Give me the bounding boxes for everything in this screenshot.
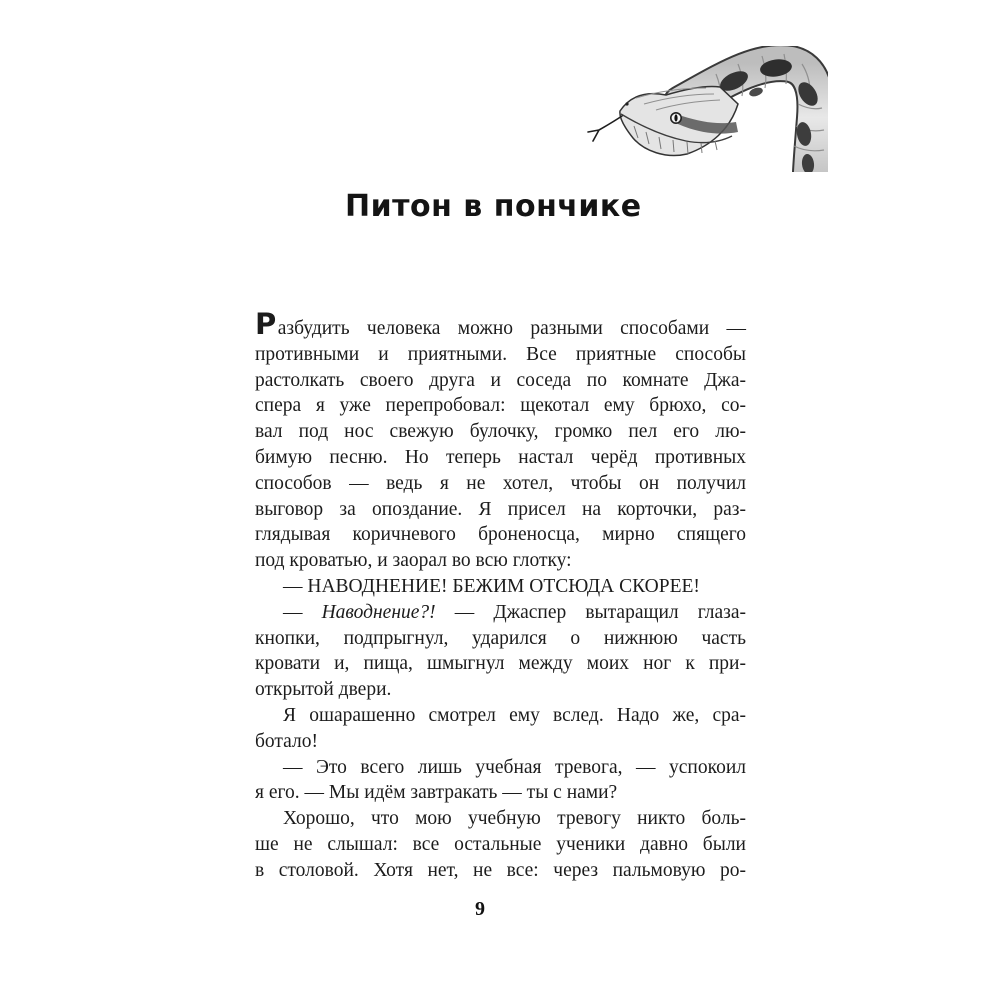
text-segment: — НАВОДНЕНИЕ! БЕЖИМ ОТСЮДА СКОРЕЕ! — [283, 575, 700, 597]
text-line — [255, 307, 746, 342]
text-line — [255, 393, 746, 419]
text-line — [255, 755, 746, 781]
text-segment: противными и приятными. Все приятные способы — [255, 343, 746, 365]
text-segment: в столовой. Хотя нет, не все: через пальмовую ро- — [255, 859, 746, 881]
text-segment: ше не слышал: все остальные ученики давно были — [255, 833, 746, 855]
text-segment: глядывая коричневого броненосца, мирно спящего — [255, 524, 746, 546]
text-segment: азбудить человека можно разными способами — — [277, 318, 746, 339]
text-segment: Хорошо, что мою учебную тревогу никто боль- — [283, 808, 746, 830]
text-line — [255, 342, 746, 368]
snake-nostril — [625, 102, 628, 105]
text-segment: бимую песню. Но теперь настал черёд противных — [255, 446, 746, 468]
text-line — [255, 703, 746, 729]
text-line — [255, 548, 746, 574]
text-line — [255, 600, 746, 626]
snake-head — [588, 86, 738, 155]
text-segment: — — [283, 601, 322, 623]
text-segment: — Джаспер вытаращил глаза- — [435, 601, 746, 623]
text-line — [255, 806, 746, 832]
text-segment: кровати и, пища, шмыгнул между моих ног к при- — [255, 653, 746, 675]
text-line — [255, 677, 746, 703]
text-segment: растолкать своего друга и соседа по комнате Джа- — [255, 369, 746, 391]
text-segment: Я ошарашенно смотрел ему вслед. Надо же, сра- — [283, 704, 746, 726]
text-line — [255, 445, 746, 471]
text-line — [255, 419, 746, 445]
text-segment: под кроватью, и заорал во всю глотку: — [255, 550, 572, 572]
text-segment: открытой двери. — [255, 679, 392, 701]
text-line — [255, 497, 746, 523]
text-line — [255, 471, 746, 497]
text-line — [255, 626, 746, 652]
italic-text-segment: Наводнение?! — [321, 601, 436, 623]
text-line — [255, 858, 746, 884]
snake-illustration — [586, 46, 828, 172]
text-segment: ботало! — [255, 730, 318, 752]
paragraph-initial-letter: Р — [255, 307, 277, 341]
text-segment: вал под нос свежую булочку, громко пел его лю- — [255, 421, 746, 443]
chapter-title: Питон в пончике — [345, 189, 642, 225]
text-segment: кнопки, подпрыгнул, ударился о нижнюю часть — [255, 627, 746, 649]
text-segment: выговор за опоздание. Я присел на корточки, раз- — [255, 498, 746, 520]
text-line — [255, 651, 746, 677]
page-number: 9 — [475, 898, 485, 920]
text-segment: я его. — Мы идём завтракать — ты с нами? — [255, 782, 618, 804]
text-line — [255, 832, 746, 858]
text-line — [255, 522, 746, 548]
text-segment: спера я уже перепробовал: щекотал ему брюхо, со- — [255, 395, 746, 417]
text-line — [255, 780, 746, 806]
text-line — [255, 729, 746, 755]
body-text — [255, 307, 746, 884]
text-line — [255, 368, 746, 394]
text-line — [255, 574, 746, 600]
snake-eye — [671, 113, 681, 123]
text-segment: — Это всего лишь учебная тревога, — успокоил — [283, 756, 746, 778]
snake-tongue — [588, 116, 622, 141]
text-segment: способов — ведь я не хотел, чтобы он получил — [255, 472, 746, 494]
